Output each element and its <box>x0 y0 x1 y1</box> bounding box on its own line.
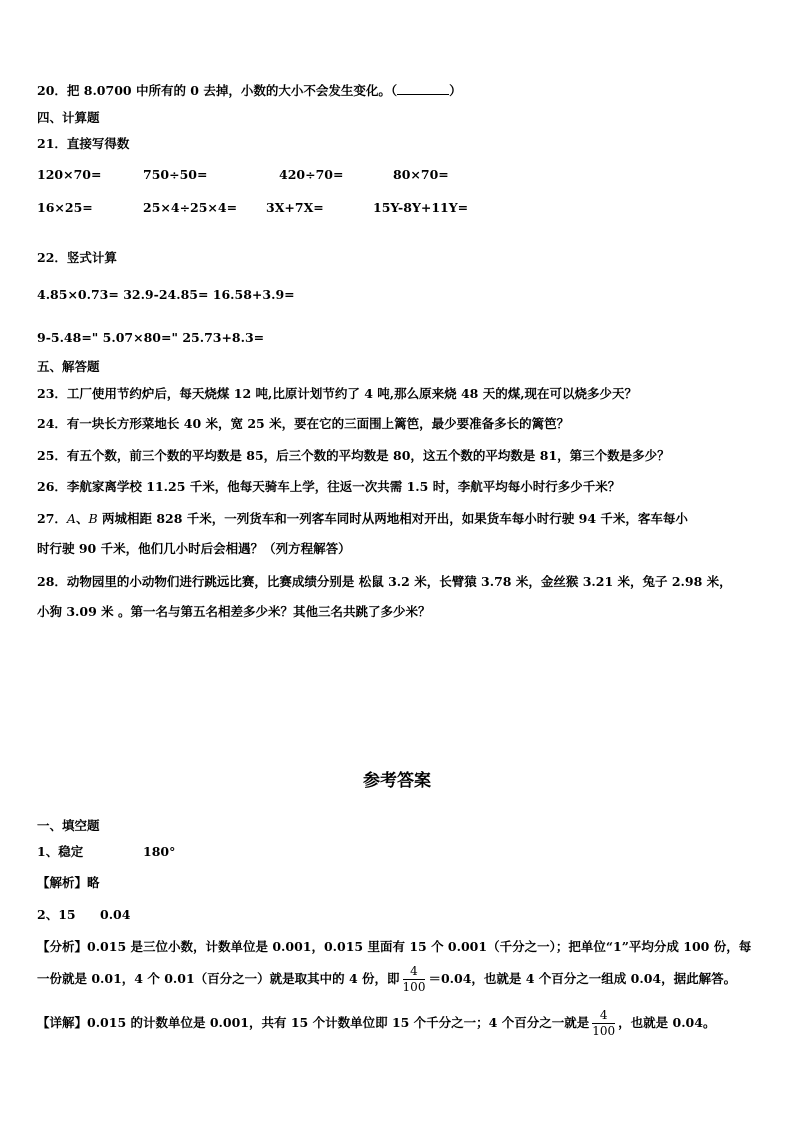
calc-item: 80×70= <box>393 167 449 182</box>
answer-1-value: 180° <box>143 844 176 859</box>
calc-item: 16×25= <box>37 200 93 215</box>
answer-2-analysis-line-1: 【分析】0.015 是三位小数，计数单位是 0.001，0.015 里面有 15 个 0.001（千分之一）；把单位“1”平均分成 100 份，每 <box>37 939 752 954</box>
calc-item: 3X+7X= <box>266 200 324 215</box>
question-27-separator: 、 <box>75 511 89 526</box>
question-24: 24．有一块长方形菜地长 40 米，宽 25 米，要在它的三面围上篱笆，最少要准备多长的篱笆？ <box>37 416 570 431</box>
analysis-text: 一份就是 0.01，4 个 0.01（百分之一）就是取其中的 4 份，即 <box>37 971 400 986</box>
calc-item: 120×70= <box>37 167 102 182</box>
calc-item: 420÷70= <box>279 167 344 182</box>
question-27-line-2: 时行驶 90 千米，他们几小时后会相遇？（列方程解答） <box>37 541 351 556</box>
section-heading-solve: 五、解答题 <box>37 359 100 374</box>
fraction <box>403 964 426 995</box>
question-20-text: 20．把 8.0700 中所有的 0 去掉，小数的大小不会发生变化。（ <box>37 83 398 98</box>
calc-item: 25×4÷25×4= <box>143 200 238 215</box>
question-27-line-1 <box>37 510 688 528</box>
fraction-numerator: 4 <box>403 964 426 980</box>
question-27-number: 27． <box>37 511 67 526</box>
detail-text: 【详解】0.015 的计数单位是 0.001，共有 15 个计数单位即 15 个千分之一；4 个百分之一就是 <box>37 1015 590 1030</box>
fraction-denominator: 100 <box>592 1024 616 1038</box>
answer-blank <box>397 82 449 95</box>
detail-text: ，也就是 0.04。 <box>618 1015 716 1030</box>
fraction <box>592 1008 615 1039</box>
question-22-title: 22．竖式计算 <box>37 250 117 265</box>
city-a-label: A <box>66 511 76 526</box>
vertical-calc-row-1: 4.85×0.73= 32.9-24.85= 16.58+3.9= <box>37 287 295 302</box>
answer-2-detail <box>37 1005 715 1041</box>
answers-title: 参考答案 <box>363 771 431 791</box>
question-20 <box>37 82 462 100</box>
section-heading-fill: 一、填空题 <box>37 818 100 833</box>
fraction-numerator: 4 <box>592 1008 615 1024</box>
calc-item: 750÷50= <box>143 167 208 182</box>
fraction-denominator: 100 <box>402 980 426 994</box>
question-20-close: ） <box>449 83 462 98</box>
calc-item: 15Y-8Y+11Y= <box>373 200 469 215</box>
question-27-text: 两城相距 828 千米，一列货车和一列客车同时从两地相对开出，如果货车每小时行驶 94 千米，客车每小 <box>97 511 688 526</box>
city-b-label: B <box>88 511 98 526</box>
answer-1-analysis: 【解析】略 <box>37 875 100 890</box>
question-25: 25．有五个数，前三个数的平均数是 85，后三个数的平均数是 80，这五个数的平均数是 81，第三个数是多少？ <box>37 448 670 463</box>
question-23: 23．工厂使用节约炉后，每天烧煤 12 吨,比原计划节约了 4 吨,那么原来烧 48 天的煤,现在可以烧多少天？ <box>37 386 638 401</box>
question-26: 26．李航家离学校 11.25 千米，他每天骑车上学，往返一次共需 1.5 时，李航平均每小时行多少千米？ <box>37 479 621 494</box>
question-28-line-2: 小狗 3.09 米 。第一名与第五名相差多少米？其他三名共跳了多少米？ <box>37 604 431 619</box>
answer-2-label: 2、15 <box>37 907 76 922</box>
answer-1-label: 1、稳定 <box>37 844 84 859</box>
question-28-line-1: 28．动物园里的小动物们进行跳远比赛，比赛成绩分别是 松鼠 3.2 米，长臂猿 3.78 米，金丝猴 3.21 米，兔子 2.98 米， <box>37 574 732 589</box>
answer-2-analysis-line-2 <box>37 961 736 997</box>
analysis-text: ＝0.04，也就是 4 个百分之一组成 0.04，据此解答。 <box>428 971 737 986</box>
answer-2-value: 0.04 <box>100 907 131 922</box>
vertical-calc-row-2: 9-5.48=" 5.07×80=" 25.73+8.3= <box>37 330 265 345</box>
question-21-title: 21．直接写得数 <box>37 136 130 151</box>
section-heading-calc: 四、计算题 <box>37 110 100 125</box>
